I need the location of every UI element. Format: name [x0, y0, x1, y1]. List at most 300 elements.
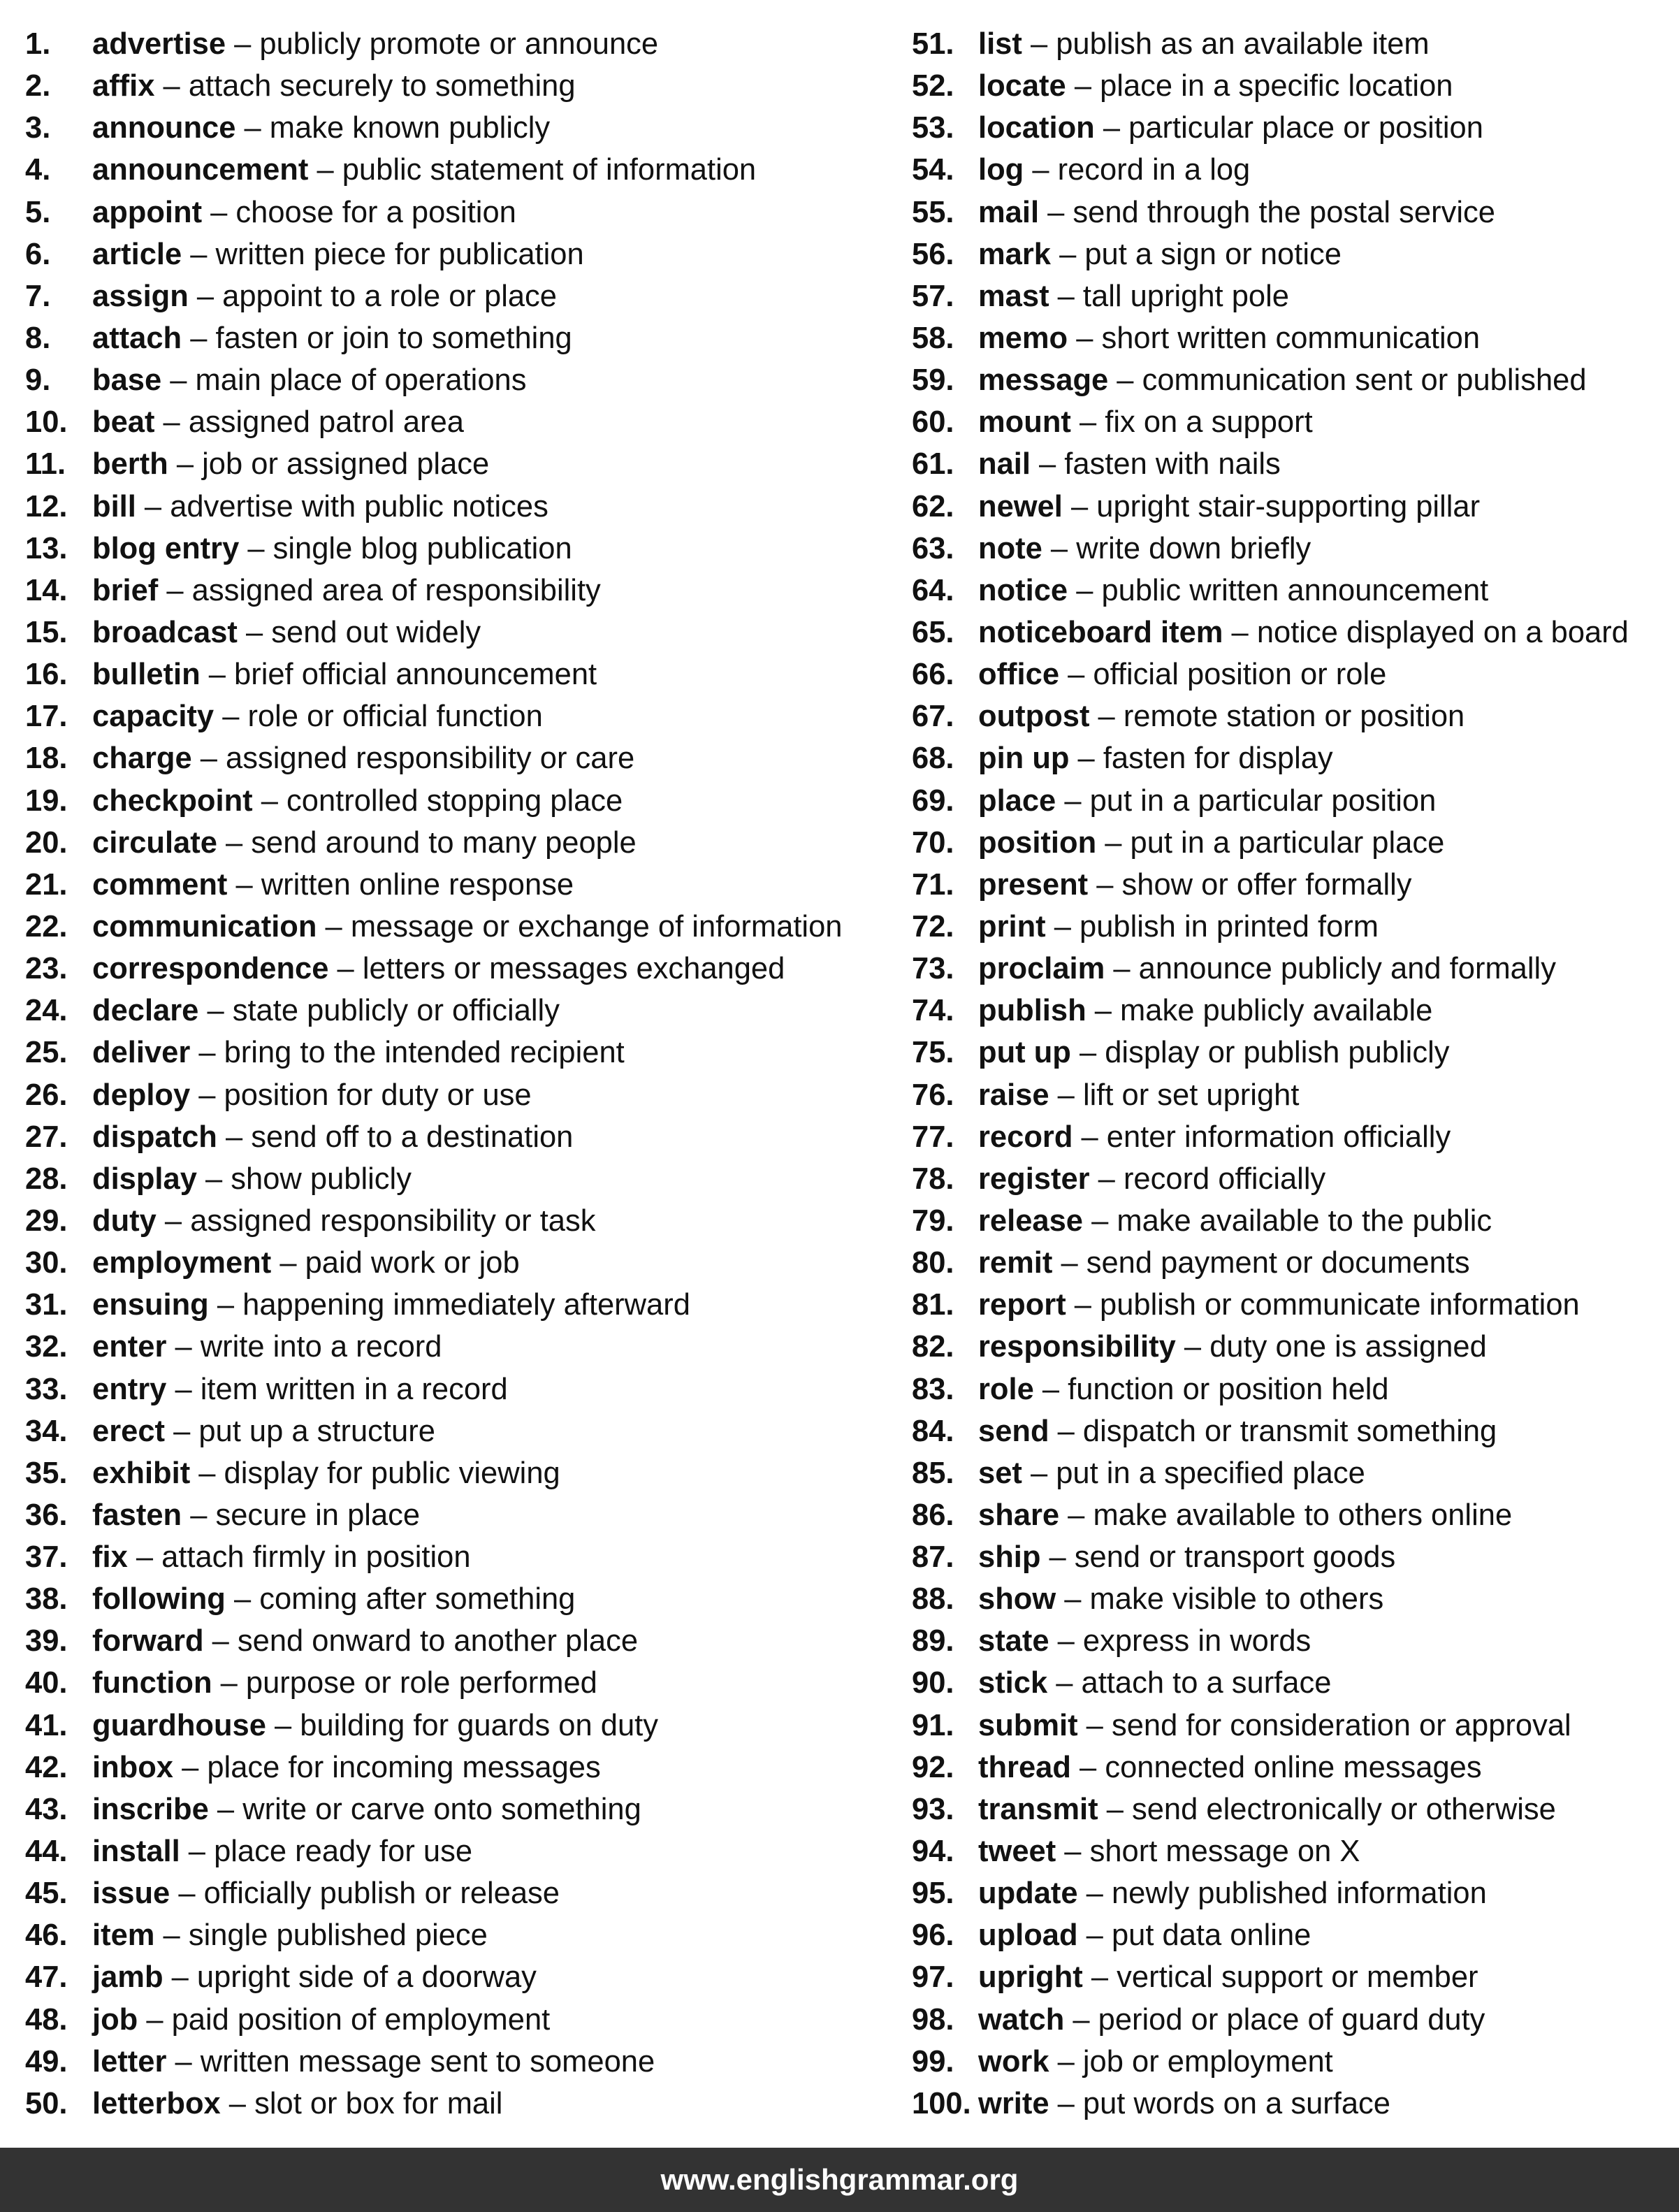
word-entry [912, 1872, 1673, 1914]
entry-definition: – place for incoming messages [173, 1750, 601, 1784]
entry-number: 17. [25, 700, 68, 734]
word-entry [912, 65, 1673, 107]
entry-word: publish [978, 994, 1086, 1028]
word-entry [912, 1410, 1673, 1452]
entry-word: thread [978, 1750, 1071, 1784]
entry-definition: – tall upright pole [1049, 279, 1289, 313]
entry-number: 78. [912, 1162, 954, 1196]
entry-number: 18. [25, 742, 68, 776]
entry-number: 19. [25, 783, 68, 818]
entry-word: advertise [92, 27, 226, 61]
entry-number: 69. [912, 783, 954, 818]
entry-word: outpost [978, 700, 1090, 734]
entry-word: deliver [92, 1036, 191, 1070]
word-entry [912, 1032, 1673, 1074]
entry-number: 14. [25, 573, 68, 607]
entry-definition: – written message sent to someone [166, 2044, 655, 2079]
entry-word: locate [978, 69, 1066, 103]
entry-number: 64. [912, 573, 954, 607]
entry-word: declare [92, 994, 199, 1028]
word-entry [912, 1662, 1673, 1704]
entry-definition: – attach to a surface [1047, 1666, 1332, 1700]
entry-number: 68. [912, 742, 954, 776]
word-entry [912, 612, 1673, 653]
entry-number: 77. [912, 1120, 954, 1154]
entry-word: responsibility [978, 1330, 1176, 1364]
entry-number: 89. [912, 1624, 954, 1658]
entry-definition: – make visible to others [1056, 1582, 1384, 1617]
entry-definition: – particular place or position [1094, 111, 1483, 145]
entry-number: 76. [912, 1078, 954, 1112]
entry-word: checkpoint [92, 783, 253, 818]
entry-number: 30. [25, 1246, 68, 1280]
word-entry [25, 1662, 892, 1704]
entry-definition: – make known publicly [235, 111, 551, 145]
entry-definition: – job or employment [1049, 2044, 1333, 2079]
entry-number: 24. [25, 994, 68, 1028]
entry-definition: – send around to many people [217, 825, 637, 860]
entry-definition: – letters or messages exchanged [328, 952, 785, 986]
word-entry [912, 906, 1673, 948]
entry-number: 28. [25, 1162, 68, 1196]
word-entry [912, 1200, 1673, 1242]
entry-definition: – put a sign or notice [1051, 237, 1342, 271]
entry-number: 9. [25, 363, 51, 398]
word-entry [912, 948, 1673, 990]
entry-number: 4. [25, 153, 51, 187]
entry-number: 56. [912, 237, 954, 271]
entry-number: 85. [912, 1456, 954, 1490]
entry-definition: – upright stair-supporting pillar [1062, 489, 1481, 523]
entry-word: brief [92, 573, 159, 607]
word-entry [912, 864, 1673, 906]
entry-number: 42. [25, 1750, 68, 1784]
word-entry [25, 1788, 892, 1830]
entry-number: 67. [912, 700, 954, 734]
entry-definition: – officially publish or release [170, 1877, 560, 1911]
entry-word: bulletin [92, 658, 201, 692]
footer-banner [0, 2148, 1679, 2212]
entry-word: work [978, 2044, 1049, 2079]
entry-number: 90. [912, 1666, 954, 1700]
entry-word: register [978, 1162, 1090, 1196]
entry-number: 87. [912, 1540, 954, 1575]
entry-word: item [92, 1918, 155, 1953]
entry-word: raise [978, 1078, 1049, 1112]
entry-number: 5. [25, 195, 51, 229]
entry-word: state [978, 1624, 1049, 1658]
entry-definition: – put in a particular place [1096, 825, 1445, 860]
entry-definition: – coming after something [225, 1582, 576, 1617]
entry-definition: – publish or communicate information [1066, 1288, 1580, 1322]
word-entry [912, 23, 1673, 65]
word-entry [25, 2041, 892, 2083]
entry-definition: – attach firmly in position [127, 1540, 471, 1575]
entry-word: report [978, 1288, 1066, 1322]
entry-definition: – make available to the public [1082, 1203, 1492, 1238]
entry-number: 29. [25, 1203, 68, 1238]
entry-definition: – short written communication [1068, 321, 1481, 355]
entry-definition: – publish as an available item [1022, 27, 1430, 61]
entry-word: communication [92, 909, 317, 944]
word-entry [25, 1326, 892, 1368]
entry-number: 12. [25, 489, 68, 523]
entry-number: 13. [25, 531, 68, 565]
entry-definition: – slot or box for mail [220, 2086, 503, 2120]
entry-word: remit [978, 1246, 1053, 1280]
word-entry [25, 1956, 892, 1998]
entry-definition: – fasten for display [1069, 742, 1333, 776]
entry-number: 10. [25, 405, 68, 440]
entry-number: 93. [912, 1792, 954, 1826]
entry-word: print [978, 909, 1046, 944]
entry-word: entry [92, 1372, 167, 1406]
entry-word: following [92, 1582, 226, 1617]
entry-word: letterbox [92, 2086, 221, 2120]
word-entry [25, 1368, 892, 1410]
entry-number: 11. [25, 447, 66, 482]
word-entry [25, 1410, 892, 1452]
word-entry [912, 2041, 1673, 2083]
entry-word: beat [92, 405, 155, 440]
entry-word: comment [92, 867, 228, 902]
entry-word: forward [92, 1624, 204, 1658]
website-url: www.englishgrammar.org [660, 2163, 1019, 2196]
entry-definition: – purpose or role performed [212, 1666, 597, 1700]
entry-word: install [92, 1835, 180, 1869]
entry-number: 1. [25, 27, 51, 61]
right-column [912, 23, 1673, 2125]
entry-definition: – place ready for use [180, 1835, 473, 1869]
entry-definition: – main place of operations [161, 363, 527, 398]
word-entry [25, 864, 892, 906]
entry-definition: – official position or role [1059, 658, 1387, 692]
entry-definition: – announce publicly and formally [1105, 952, 1556, 986]
entry-word: inscribe [92, 1792, 209, 1826]
entry-word: record [978, 1120, 1073, 1154]
entry-number: 81. [912, 1288, 954, 1322]
entry-number: 6. [25, 237, 51, 271]
entry-word: ensuing [92, 1288, 209, 1322]
entry-number: 79. [912, 1203, 954, 1238]
entry-word: letter [92, 2044, 167, 2079]
entry-definition: – appoint to a role or place [188, 279, 557, 313]
word-entry [912, 486, 1673, 528]
word-entry [25, 1116, 892, 1158]
entry-word: enter [92, 1330, 167, 1364]
word-entry [25, 1620, 892, 1662]
word-entry [25, 1032, 892, 1074]
entry-word: circulate [92, 825, 217, 860]
word-entry [25, 570, 892, 612]
entry-word: broadcast [92, 615, 238, 649]
entry-word: release [978, 1203, 1083, 1238]
entry-number: 66. [912, 658, 954, 692]
entry-definition: – put up a structure [165, 1414, 435, 1448]
entry-word: announcement [92, 153, 309, 187]
entry-word: duty [92, 1203, 157, 1238]
entry-number: 88. [912, 1582, 954, 1617]
entry-number: 100. [912, 2086, 971, 2120]
entry-definition: – enter information officially [1073, 1120, 1451, 1154]
entry-number: 91. [912, 1708, 954, 1742]
entry-definition: – public statement of information [308, 153, 757, 187]
entry-definition: – express in words [1049, 1624, 1311, 1658]
entry-word: inbox [92, 1750, 173, 1784]
entry-number: 70. [912, 825, 954, 860]
entry-definition: – message or exchange of information [317, 909, 843, 944]
entry-word: stick [978, 1666, 1048, 1700]
entry-definition: – state publicly or officially [198, 994, 560, 1028]
entry-number: 3. [25, 111, 51, 145]
entry-number: 73. [912, 952, 954, 986]
entry-number: 32. [25, 1330, 68, 1364]
entry-word: ship [978, 1540, 1041, 1575]
entry-word: blog entry [92, 531, 240, 565]
entry-definition: – newly published information [1077, 1877, 1487, 1911]
entry-number: 47. [25, 1960, 68, 1995]
word-entry [912, 1999, 1673, 2041]
entry-definition: – public written announcement [1068, 573, 1489, 607]
word-entry [25, 23, 892, 65]
entry-number: 63. [912, 531, 954, 565]
entry-word: attach [92, 321, 182, 355]
entry-definition: – bring to the intended recipient [190, 1036, 625, 1070]
entry-number: 65. [912, 615, 954, 649]
entry-word: update [978, 1877, 1078, 1911]
entry-word: capacity [92, 700, 215, 734]
entry-number: 51. [912, 27, 954, 61]
entry-number: 26. [25, 1078, 68, 1112]
entry-word: location [978, 111, 1095, 145]
entry-word: article [92, 237, 182, 271]
word-entry [25, 1872, 892, 1914]
entry-definition: – period or place of guard duty [1064, 2002, 1485, 2037]
entry-number: 35. [25, 1456, 68, 1490]
entry-definition: – remote station or position [1089, 700, 1465, 734]
entry-word: position [978, 825, 1097, 860]
word-entry [25, 317, 892, 359]
entry-word: berth [92, 447, 168, 482]
entry-definition: – write down briefly [1042, 531, 1311, 565]
entry-number: 62. [912, 489, 954, 523]
word-entry [912, 1368, 1673, 1410]
word-entry [25, 1747, 892, 1788]
entry-word: tweet [978, 1835, 1056, 1869]
word-entry [25, 1494, 892, 1536]
entry-number: 34. [25, 1414, 68, 1448]
entry-word: issue [92, 1877, 170, 1911]
word-entry [912, 1620, 1673, 1662]
entry-definition: – controlled stopping place [252, 783, 623, 818]
word-entry [25, 822, 892, 864]
entry-definition: – assigned patrol area [154, 405, 464, 440]
entry-word: appoint [92, 195, 203, 229]
word-entry [912, 695, 1673, 737]
entry-definition: – make available to others online [1059, 1498, 1513, 1532]
entry-number: 99. [912, 2044, 954, 2079]
entry-definition: – vertical support or member [1082, 1960, 1478, 1995]
entry-word: affix [92, 69, 155, 103]
entry-number: 71. [912, 867, 954, 902]
entry-definition: – fasten or join to something [182, 321, 572, 355]
word-entry [912, 1326, 1673, 1368]
entry-definition: – put in a particular position [1056, 783, 1437, 818]
entry-definition: – communication sent or published [1108, 363, 1587, 398]
entry-definition: – assigned area of responsibility [158, 573, 601, 607]
word-entry [912, 1536, 1673, 1578]
word-entry [912, 822, 1673, 864]
entry-definition: – notice displayed on a board [1223, 615, 1629, 649]
entry-word: mail [978, 195, 1040, 229]
word-entry [25, 191, 892, 233]
word-entry [912, 107, 1673, 149]
word-entry [912, 2083, 1673, 2125]
entry-number: 36. [25, 1498, 68, 1532]
entry-definition: – put data online [1077, 1918, 1311, 1953]
word-entry [25, 695, 892, 737]
entry-number: 86. [912, 1498, 954, 1532]
entry-definition: – item written in a record [166, 1372, 508, 1406]
entry-number: 31. [25, 1288, 68, 1322]
entry-word: submit [978, 1708, 1078, 1742]
word-entry [25, 780, 892, 822]
entry-word: upright [978, 1960, 1083, 1995]
word-entry [25, 906, 892, 948]
word-entry [25, 1452, 892, 1494]
entry-definition: – send through the postal service [1039, 195, 1495, 229]
entry-number: 84. [912, 1414, 954, 1448]
word-entry [912, 1116, 1673, 1158]
entry-number: 80. [912, 1246, 954, 1280]
entry-word: mast [978, 279, 1049, 313]
word-entry [912, 1494, 1673, 1536]
entry-number: 27. [25, 1120, 68, 1154]
entry-number: 55. [912, 195, 954, 229]
entry-definition: – building for guards on duty [266, 1708, 658, 1742]
entry-number: 39. [25, 1624, 68, 1658]
entry-word: newel [978, 489, 1063, 523]
word-entry [912, 233, 1673, 275]
word-entry [912, 191, 1673, 233]
word-entry [25, 1999, 892, 2041]
entry-word: dispatch [92, 1120, 217, 1154]
entry-definition: – fix on a support [1070, 405, 1313, 440]
entry-word: jamb [92, 1960, 163, 1995]
left-column [25, 23, 892, 2125]
entry-word: mark [978, 237, 1051, 271]
word-entry [912, 1158, 1673, 1200]
word-entry [25, 1578, 892, 1620]
entry-word: transmit [978, 1792, 1098, 1826]
entry-definition: – send or transport goods [1040, 1540, 1396, 1575]
entry-word: announce [92, 111, 236, 145]
word-entry [25, 528, 892, 570]
word-entry [912, 1074, 1673, 1116]
entry-number: 22. [25, 909, 68, 944]
entry-number: 8. [25, 321, 51, 355]
entry-word: office [978, 658, 1060, 692]
entry-number: 95. [912, 1877, 954, 1911]
entry-definition: – short message on X [1056, 1835, 1360, 1869]
entry-number: 25. [25, 1036, 68, 1070]
word-entry [25, 612, 892, 653]
word-entry [25, 1536, 892, 1578]
entry-word: log [978, 153, 1024, 187]
word-entry [912, 1914, 1673, 1956]
word-entry [912, 149, 1673, 191]
entry-word: note [978, 531, 1042, 565]
entry-number: 21. [25, 867, 68, 902]
entry-definition: – record in a log [1024, 153, 1251, 187]
word-entry [25, 653, 892, 695]
word-entry [25, 990, 892, 1032]
word-entry [912, 317, 1673, 359]
word-entry [912, 1788, 1673, 1830]
entry-word: function [92, 1666, 212, 1700]
entry-definition: – paid work or job [271, 1246, 520, 1280]
entry-word: base [92, 363, 162, 398]
entry-number: 75. [912, 1036, 954, 1070]
entry-definition: – secure in place [182, 1498, 421, 1532]
entry-definition: – display or publish publicly [1070, 1036, 1450, 1070]
word-entry [912, 1956, 1673, 1998]
entry-definition: – record officially [1089, 1162, 1326, 1196]
entry-number: 54. [912, 153, 954, 187]
entry-word: employment [92, 1246, 272, 1280]
word-entry [25, 1200, 892, 1242]
entry-number: 61. [912, 447, 954, 482]
entry-number: 48. [25, 2002, 68, 2037]
word-entry [912, 528, 1673, 570]
word-entry [25, 359, 892, 401]
word-entry [912, 1830, 1673, 1872]
entry-definition: – brief official announcement [200, 658, 597, 692]
entry-number: 98. [912, 2002, 954, 2037]
entry-word: fix [92, 1540, 128, 1575]
word-entry [912, 275, 1673, 317]
entry-definition: – single published piece [154, 1918, 488, 1953]
entry-definition: – fasten with nails [1030, 447, 1281, 482]
entry-number: 58. [912, 321, 954, 355]
entry-definition: – assigned responsibility or task [156, 1203, 596, 1238]
entry-definition: – written online response [227, 867, 574, 902]
entry-word: deploy [92, 1078, 191, 1112]
word-entry [912, 1284, 1673, 1326]
entry-number: 74. [912, 994, 954, 1028]
entry-word: display [92, 1162, 197, 1196]
entry-number: 44. [25, 1835, 68, 1869]
word-entry [25, 443, 892, 485]
word-entry [25, 1284, 892, 1326]
word-entry [912, 990, 1673, 1032]
entry-number: 2. [25, 69, 51, 103]
entry-number: 40. [25, 1666, 68, 1700]
word-entry [912, 570, 1673, 612]
word-entry [912, 401, 1673, 443]
entry-definition: – role or official function [214, 700, 543, 734]
entry-definition: – advertise with public notices [136, 489, 548, 523]
entry-definition: – paid position of employment [138, 2002, 551, 2037]
word-entry [912, 1705, 1673, 1747]
entry-definition: – single blog publication [239, 531, 572, 565]
entry-word: share [978, 1498, 1060, 1532]
entry-word: mount [978, 405, 1071, 440]
entry-number: 46. [25, 1918, 68, 1953]
entry-word: place [978, 783, 1056, 818]
entry-word: list [978, 27, 1022, 61]
entry-definition: – function or position held [1033, 1372, 1389, 1406]
